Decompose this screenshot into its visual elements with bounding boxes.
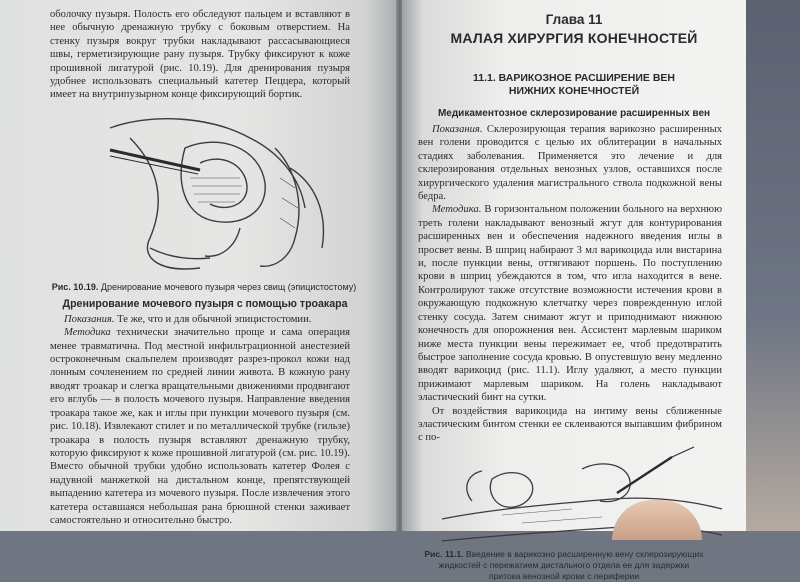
left-top-paragraph: оболочку пузыря. Полость его обследуют пальцем и вставляют в нее обычную дренажную трубку с боковым отверстием. На стенку пузыря вокруг трубки накладывают рассасывающиеся швы, герметизирующие рану пузыря. Трубку фиксируют к коже прошивной лигатурой (рис. 10.19). Для дренирования пузыря удобнее использовать специальный катетер Пеццера, который имеет на внутрипузырном конце фиксирующий бортик. (50, 9, 350, 101)
left-indications-label: Показания. (64, 313, 115, 325)
right-indications-paragraph (402, 123, 746, 203)
right-method-paragraph (402, 203, 746, 404)
right-indications-text: Склерозирующая терапия варикозно расширенных вен голени проводится с целью их облитерации в начальных стадиях заболевания. Применяется это лечение и для склерозирования отдельных венозных узлов, оставшихся после хирургического удаления магистрального ствола подкожной вены бедра. (418, 124, 722, 203)
right-page (402, 0, 746, 581)
left-indications-paragraph (0, 313, 398, 326)
chapter-title: МАЛАЯ ХИРУРГИЯ КОНЕЧНОСТЕЙ (450, 30, 698, 46)
trocar-section-heading: Дренирование мочевого пузыря с помощью троакара (62, 297, 348, 310)
right-method-label: Методика. (432, 204, 482, 216)
left-caption-label: Рис. 10.19. (51, 281, 99, 292)
left-page (0, 0, 398, 531)
left-method-label: Методика (64, 327, 111, 339)
left-method-text: технически значительно проще и сама операция менее травматична. Под местной инфильтрационной анестезией остроконечным скальпелем производят разрез-прокол кожи над лонным сочленением по средней линии живота. В кожную рану вводят троакар и слегка вращательными движениями продвигают его вглубь — в полость мочевого пузыря. Направление введения троакара такое же, как и иглы при пункции мочевого пузыря (см. рис. 10.18). Извлекают стилет и по металлической трубке (гильзе) троакара в полость пузыря вставляют дренажную трубку, которую фиксируют к коже прошивной лигатурой (см. рис. 10.19). Вместо обычной трубки удобно использовать катетер Фолея с надувной манжеткой на дистальном конце, препятствующей выпадению катетера из мочевого пузыря. После извлечения этого катетера оставшаяся небольшая рана брюшной стенки заживает самостоятельно и относительно быстро. (50, 327, 350, 526)
right-indications-label: Показания. (432, 124, 483, 135)
right-caption-label: Рис. 11.1. (424, 548, 464, 559)
section-title-line-2: НИЖНИХ КОНЕЧНОСТЕЙ (508, 85, 640, 97)
bladder-drainage-illustration (90, 108, 340, 278)
right-method-text: В горизонтальном положении больного на верхнюю треть голени накладывают венозный жгут для контурирования расширенных вен и обеспечения надежного введения иглы в просвет вены. В шприц набирают 3 мл варикоцида или вистарина и, после пункции вены, оттягивают поршень. По поступлению крови в шприц убеждаются в том, что игла находится в вене. Контролируют также отсутствие возможности истечения крови в окружающую подкожную клетчатку через поврежденную иглой стенку сосуда. Затем снимают жгут и приподнимают нижнюю конечность для опорожнения вен. Ассистент марлевым шариком ниже места пункции вены пережимает ее, чтоб предотвратить быстрое заполнение сосуда кровью. В опустевшую вену медленно вводят варикоцид (рис. 11.1). Иглу удаляют, а место пункции прижимают марлевым шариком. На голень накладывают эластический бинт на сутки. (418, 204, 722, 404)
pelvis-sagittal-drawing (90, 108, 340, 278)
section-title (422, 72, 726, 98)
subsection-title: Медикаментозное склерозирование расширенных вен (437, 108, 711, 119)
left-caption-text: Дренирование мочевого пузыря через свищ (эпицистостому) (100, 281, 357, 292)
left-figure-caption (40, 282, 368, 292)
background-surface (746, 0, 800, 531)
chapter-label: Глава 11 (545, 12, 603, 27)
left-method-paragraph (0, 326, 398, 527)
right-figure-caption (422, 549, 706, 582)
left-indications-text: Те же, что и для обычной эпицистостомии. (117, 313, 312, 325)
right-caption-text: Введение в варикозно расширенную вену склерозирующих жидкостей с пережатием дистального отдела ее для задержки притока венозной крови с периферии (438, 548, 704, 581)
section-title-line-1: 11.1. ВАРИКОЗНОЕ РАСШИРЕНИЕ ВЕН (472, 72, 676, 84)
right-closing-paragraph: От воздействия варикоцида на интиму вены сближенные эластическим бинтом стенки ее склеиваются выпавшим фибрином с по- (418, 405, 722, 444)
